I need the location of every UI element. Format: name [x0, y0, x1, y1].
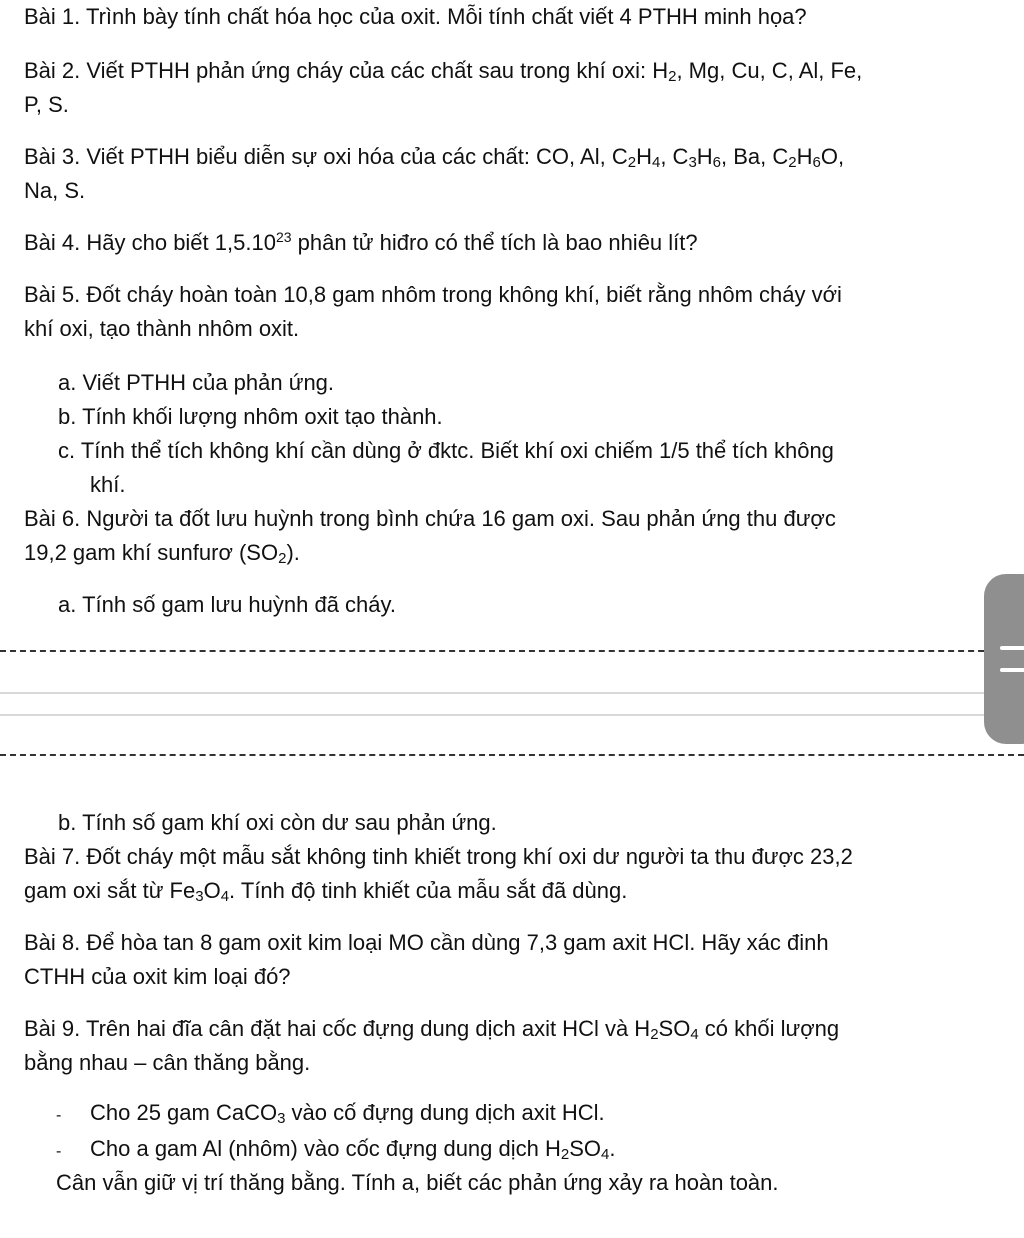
- bai4-line: [24, 230, 698, 256]
- formula-part: O,: [820, 144, 845, 169]
- formula-sub: 4: [601, 1146, 610, 1163]
- formula-part: H: [796, 144, 813, 169]
- bullet-dash: -: [56, 1143, 62, 1160]
- bai5-line1: [24, 282, 842, 308]
- formula-sub: 2: [788, 154, 797, 171]
- formula-sub: 4: [220, 888, 230, 905]
- bai4-exp: 23: [275, 229, 292, 245]
- page-break-top: [0, 650, 1024, 652]
- bai8-line1: [24, 930, 829, 956]
- bai6-line1: [24, 506, 836, 532]
- grip-line-icon: [1000, 668, 1024, 672]
- formula-part: C: [611, 144, 628, 169]
- bai7-line1: [24, 844, 853, 870]
- bai6-line2-prefix: 19,2 gam khí sunfurơ (SO: [24, 540, 279, 565]
- bai6-line2-suffix: ).: [286, 540, 300, 565]
- formula-sep: , Ba,: [721, 144, 773, 169]
- bai1-line: [24, 4, 807, 30]
- bai8-line2-text: CTHH của oxit kim loại đó?: [24, 964, 291, 989]
- formula-part: SO: [658, 1016, 691, 1041]
- bai2-h-sub: 2: [668, 68, 677, 85]
- bai5-item-c-cont-text: khí.: [90, 472, 126, 497]
- formula-sub: 2: [560, 1146, 570, 1163]
- bai9-item1-prefix: Cho 25 gam CaCO: [90, 1100, 278, 1125]
- bai2-suffix: , Mg, Cu, C, Al, Fe,: [676, 58, 863, 83]
- bai9-conclusion-text: Cân vẫn giữ vị trí thăng bằng. Tính a, biết các phản ứng xảy ra hoàn toàn.: [56, 1170, 779, 1195]
- bai3-prefix: Bài 3. Viết PTHH biểu diễn sự oxi hóa của các chất: CO, Al,: [24, 144, 612, 169]
- grip-line-icon: [1000, 646, 1024, 650]
- bai2-line2: [24, 92, 69, 118]
- formula-sub: 2: [650, 1026, 659, 1043]
- bai5-item-a: [58, 370, 334, 396]
- bai3-line1: [24, 144, 844, 170]
- bai5-line2-text: khí oxi, tạo thành nhôm oxit.: [24, 316, 300, 341]
- formula-sub: 4: [651, 154, 661, 171]
- bai3-line2: [24, 178, 85, 204]
- bai6-line2: [24, 540, 300, 566]
- bai5-item-c-cont: [90, 472, 125, 498]
- bai7-line2: [24, 878, 627, 904]
- bai6-line1-text: Bài 6. Người ta đốt lưu huỳnh trong bình chứa 16 gam oxi. Sau phản ứng thu được: [24, 506, 836, 531]
- bai6-item-a: [58, 592, 396, 618]
- formula-sub: 6: [812, 154, 821, 171]
- bai8-line1-text: Bài 8. Để hòa tan 8 gam oxit kim loại MO cần dùng 7,3 gam axit HCl. Hãy xác đinh: [24, 930, 829, 955]
- formula-part: O: [203, 878, 221, 903]
- bai2-prefix: Bài 2. Viết PTHH phản ứng cháy của các chất sau trong khí oxi:: [24, 58, 653, 83]
- formula-sub: 4: [690, 1026, 699, 1043]
- bai9-item1: [56, 1100, 605, 1129]
- page-gap: [0, 692, 1000, 716]
- bai5-line1-text: Bài 5. Đốt cháy hoàn toàn 10,8 gam nhôm trong không khí, biết rằng nhôm cháy với: [24, 282, 842, 307]
- bai7-line1-text: Bài 7. Đốt cháy một mẫu sắt không tinh khiết trong khí oxi dư người ta thu được 23,2: [24, 844, 853, 869]
- formula-sub: 3: [277, 1110, 286, 1127]
- bai5-item-c-text: c. Tính thể tích không khí cần dùng ở đktc. Biết khí oxi chiếm 1/5 thể tích không: [58, 438, 834, 463]
- bai9-line1-prefix: Bài 9. Trên hai đĩa cân đặt hai cốc đựng dung dịch axit HCl và H: [24, 1016, 651, 1041]
- bai7-line2-suffix: . Tính độ tinh khiết của mẫu sắt đã dùng.: [229, 878, 628, 903]
- bai6-item-a-text: a. Tính số gam lưu huỳnh đã cháy.: [58, 592, 397, 617]
- formula-sub: 6: [712, 154, 722, 171]
- bai9-item2: [56, 1136, 615, 1165]
- bai2-line2-text: P, S.: [24, 92, 69, 117]
- page-break-bottom: [0, 754, 1024, 756]
- formula-sub: 2: [627, 154, 637, 171]
- bai9-line2: [24, 1050, 310, 1076]
- bai4-suffix: phân tử hiđro có thể tích là bao nhiêu lít?: [291, 230, 698, 255]
- bai6-item-b-text: b. Tính số gam khí oxi còn dư sau phản ứng.: [58, 810, 497, 835]
- bai6-item-b: [58, 810, 497, 836]
- bai9-line1: [24, 1016, 839, 1042]
- formula-part: C: [772, 144, 789, 169]
- bai9-item1-suffix: vào cố đựng dung dịch axit HCl.: [285, 1100, 605, 1125]
- bai9-conclusion: [56, 1170, 779, 1196]
- bai5-item-b: [58, 404, 443, 430]
- formula-part: SO: [569, 1136, 602, 1161]
- bai2-h: H: [652, 58, 669, 83]
- formula-sub: 3: [195, 888, 204, 905]
- bullet-dash: -: [56, 1107, 62, 1124]
- bai9-item2-suffix: .: [609, 1136, 616, 1161]
- bai9-line1-suffix: có khối lượng: [698, 1016, 840, 1041]
- formula-sub: 3: [688, 154, 697, 171]
- bai5-item-c: [58, 438, 834, 464]
- formula-sep: ,: [660, 144, 673, 169]
- bai8-line2: [24, 964, 291, 990]
- bai9-line2-text: bằng nhau – cân thăng bằng.: [24, 1050, 311, 1075]
- formula-part: C: [672, 144, 689, 169]
- bai2-line1: [24, 58, 862, 84]
- formula-part: H: [636, 144, 652, 169]
- bai5-line2: [24, 316, 299, 342]
- bai4-prefix: Bài 4. Hãy cho biết 1,5.10: [24, 230, 276, 255]
- scroll-handle[interactable]: [984, 574, 1024, 744]
- formula-part: H: [696, 144, 713, 169]
- bai1-text: Bài 1. Trình bày tính chất hóa học của oxit. Mỗi tính chất viết 4 PTHH minh họa?: [24, 4, 807, 29]
- formula-sub: 2: [278, 550, 287, 567]
- bai3-line2-text: Na, S.: [24, 178, 86, 203]
- bai5-item-a-text: a. Viết PTHH của phản ứng.: [58, 370, 335, 395]
- bai9-item2-prefix: Cho a gam Al (nhôm) vào cốc đựng dung dịch H: [90, 1136, 561, 1161]
- bai7-line2-prefix: gam oxi sắt từ Fe: [24, 878, 196, 903]
- bai5-item-b-text: b. Tính khối lượng nhôm oxit tạo thành.: [58, 404, 443, 429]
